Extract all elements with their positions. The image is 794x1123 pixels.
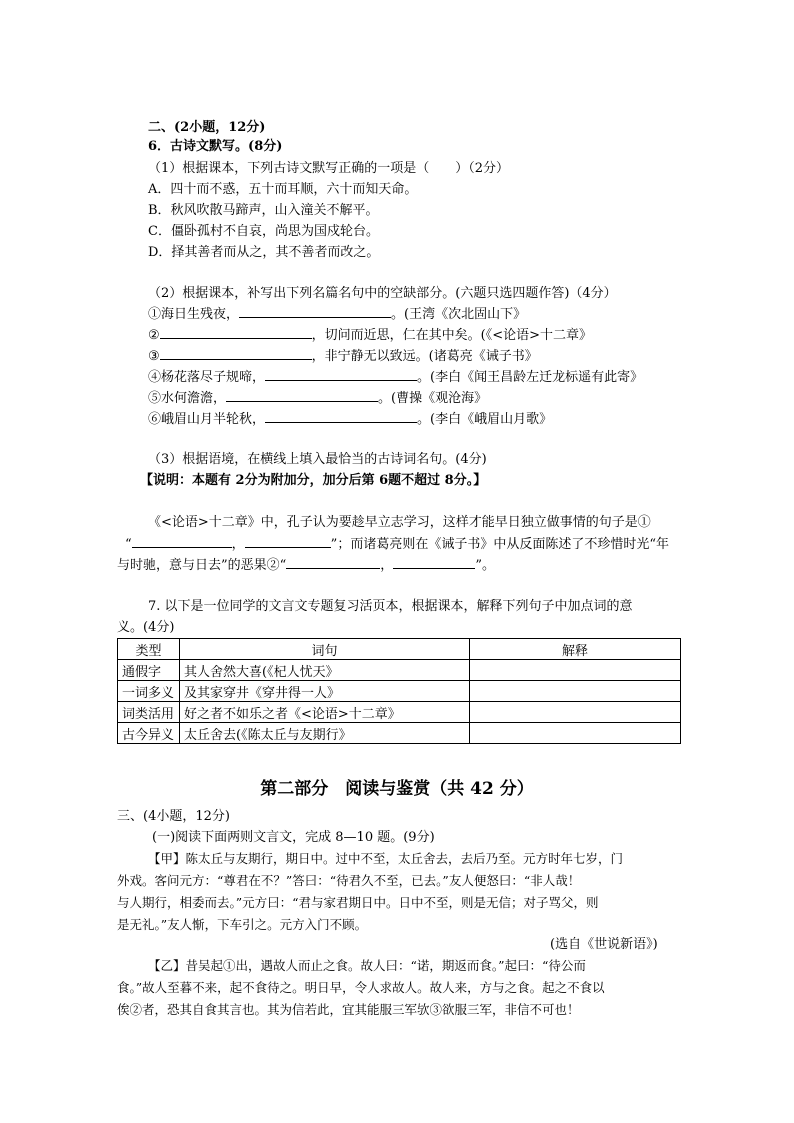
fill-item-text: ④杨花落尽子规啼， [148,370,266,385]
cell-type: 一词多义 [118,681,180,702]
cell-sentence: 其人舍然大喜(《杞人忧天》 [180,660,470,681]
fill-item-3 [148,347,538,366]
fill-item-text: ⑤水何澹澹， [148,391,227,406]
passage-jia-line: 【甲】陈太丘与友期行，期日中。过中不至，太丘舍去，去后乃至。元方时年七岁，门 [148,851,624,866]
passage-yi-line: 【乙】昔吴起①出，遇故人而止之食。故人曰：“诺，期返而食。”起曰：“待公而 [148,958,586,973]
section-2-heading: 二、(2小题，12分) [148,120,266,135]
q6-option-a: A．四十而不惑，五十而耳顺，六十而知天命。 [148,182,418,197]
q6-option-d: D．择其善者而从之，其不善者而改之。 [148,245,380,260]
fill-item-source: 。(李白《闻王昌龄左迁龙标遥有此寄》 [417,370,644,385]
cell-type: 通假字 [118,660,180,681]
q6-option-b: B．秋风吹散马蹄声，山入潼关不解平。 [148,203,379,218]
cell-answer[interactable] [470,702,681,723]
fill-item-text: ② [148,328,160,343]
q6-sub1-prompt: （1）根据课本，下列古诗文默写正确的一项是（ ）（2分） [148,161,510,176]
passage-jia-line: 与人期行，相委而去。”元方曰：“君与家君期日中。日中不至，则是无信；对子骂父，则 [117,895,599,910]
cell-type: 词类活用 [118,702,180,723]
table-row [118,702,681,723]
reading-intro: (一)阅读下面两则文言文，完成 8—10 题。(9分) [152,830,435,845]
question-7-prompt-line1: 7. 以下是一位同学的文言文专题复习活页本，根据课本，解释下列句子中加点词的意 [148,599,633,614]
q6-sub2-prompt: （2）根据课本，补写出下列名篇名句中的空缺部分。(六题只选四题作答)（4分） [148,286,617,301]
header-explanation: 解释 [470,639,681,660]
fill-item-source: 。(王湾《次北固山下》 [391,307,527,322]
q6-sub3-para-line1: 《<论语>十二章》中，孔子认为要趁早立志学习，这样才能早日独立做事情的句子是① [148,515,651,530]
answer-blank[interactable] [245,535,331,548]
fill-item-5 [148,389,487,408]
para-text: ”；而诸葛亮则在《诫子书》中从反面陈述了不珍惜时光“年 [330,537,669,552]
table-row [118,681,681,702]
q6-sub3-para-line2 [125,535,669,554]
cell-answer[interactable] [470,723,681,744]
fill-item-text: ③ [148,349,160,364]
cell-sentence: 太丘舍去(《陈太丘与友期行》 [180,723,470,744]
fill-item-source: 。(李白《峨眉山月歌》 [417,412,553,427]
q7-table [117,638,681,744]
answer-blank[interactable] [265,410,417,423]
passage-yi-line: 食。”故人至暮不来，起不食待之。明日早，令人求故人。故人来，方与之食。起之不食以 [117,980,605,995]
table-row [118,723,681,744]
fill-item-text: ⑥峨眉山月半轮秋， [148,412,266,427]
answer-blank[interactable] [160,326,312,339]
fill-item-source: ，切问而近思，仁在其中矣。(《<论语>十二章》 [311,328,593,343]
comma: ， [231,537,245,552]
comma: ， [380,558,394,573]
fill-item-source: 。(曹操《观沧海》 [378,391,488,406]
quote-open: “ [125,537,132,552]
fill-item-6 [148,410,552,429]
cell-sentence: 及其家穿井《穿井得一人》 [180,681,470,702]
section-3-heading: 三、(4小题，12分) [117,809,230,824]
answer-blank[interactable] [286,556,380,569]
passage-source: (选自《世说新语》) [550,937,658,952]
header-sentence: 词句 [180,639,470,660]
part-2-heading: 第二部分 阅读与鉴赏（共 42 分） [260,779,534,799]
q6-option-c: C．僵卧孤村不自哀，尚思为国戍轮台。 [148,224,379,239]
cell-sentence: 好之者不如乐之者《<论语>十二章》 [180,702,470,723]
fill-item-source: ，非宁静无以致远。(诸葛亮《诫子书》 [311,349,538,364]
quote-close: ”。 [475,558,495,573]
table-header-row [118,639,681,660]
answer-blank[interactable] [239,305,391,318]
fill-item-text: ①海日生残夜， [148,307,240,322]
fill-item-4 [148,368,643,387]
question-7-prompt-line2: 义。(4分) [117,620,175,635]
passage-yi-line: 俟②者，恐其自食其言也。其为信若此，宜其能服三军欤③欲服三军，非信不可也！ [117,1002,580,1017]
para-text: 与时驰，意与日去”的恶果②“ [117,558,287,573]
cell-answer[interactable] [470,681,681,702]
cell-type: 古今异义 [118,723,180,744]
answer-blank[interactable] [160,347,312,360]
answer-blank[interactable] [265,368,417,381]
answer-blank[interactable] [132,535,232,548]
q6-sub3-para-line3 [117,556,495,575]
q6-sub3-note: 【说明：本题有 2分为附加分，加分后第 6题不超过 8分。】 [140,473,487,488]
question-6-title: 6．古诗文默写。(8分) [148,139,283,154]
q6-sub3-prompt: （3）根据语境，在横线上填入最恰当的古诗词名句。(4分) [148,452,487,467]
passage-jia-line: 是无礼。”友人惭，下车引之。元方入门不顾。 [117,917,368,932]
answer-blank[interactable] [393,556,475,569]
fill-item-2 [148,326,592,345]
fill-item-1 [148,305,526,324]
table-row [118,660,681,681]
passage-jia-line: 外戏。客问元方：“尊君在不？”答曰：“待君久不至，已去。”友人便怒曰：“非人哉！ [117,873,581,888]
header-type: 类型 [118,639,180,660]
answer-blank[interactable] [226,389,378,402]
cell-answer[interactable] [470,660,681,681]
